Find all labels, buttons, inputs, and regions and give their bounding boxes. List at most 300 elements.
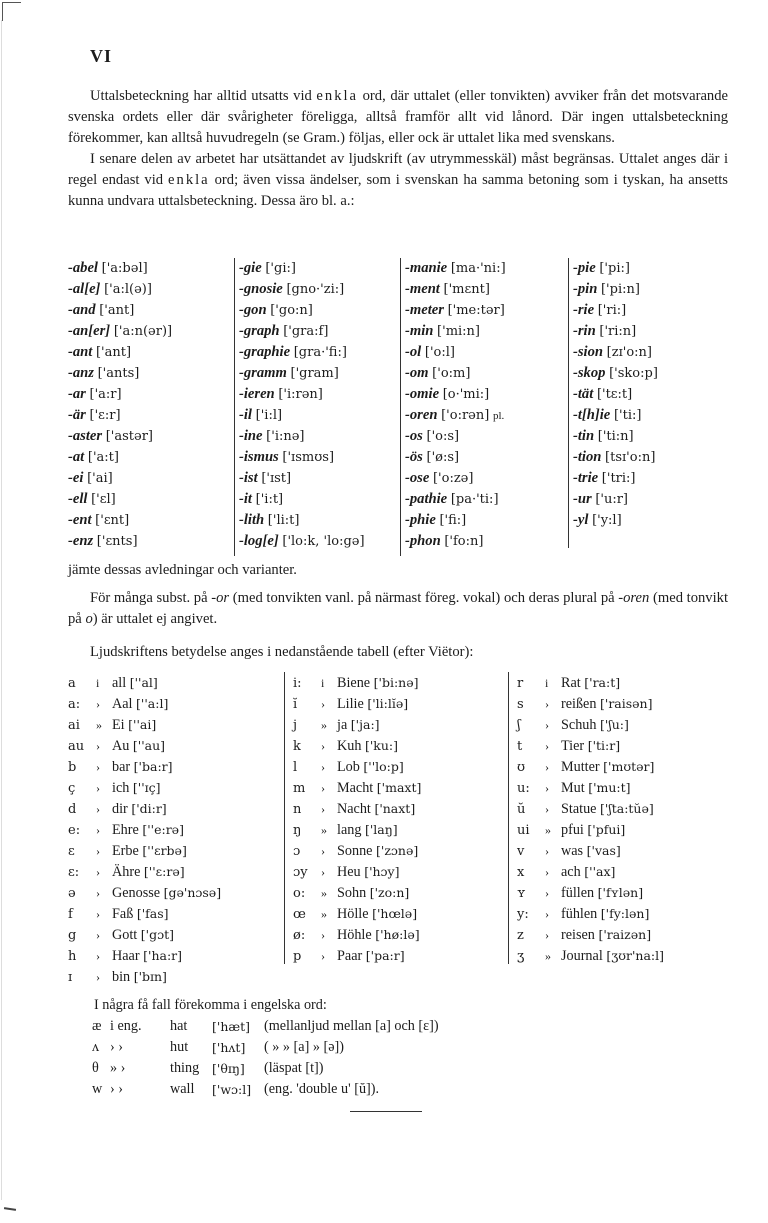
- english-ditto: » ›: [110, 1060, 126, 1076]
- ending-suffix: -min: [405, 323, 434, 339]
- sound-pronunciation: [''e:rə]: [142, 822, 184, 837]
- sound-example-word: fühlen: [561, 906, 598, 922]
- sound-symbol: a:: [68, 697, 81, 712]
- sound-symbol: ai: [68, 718, 80, 733]
- sound-ditto: ›: [96, 928, 100, 942]
- english-symbol: æ: [92, 1018, 102, 1034]
- sound-pronunciation: ['ba:r]: [133, 759, 173, 774]
- ending-pronunciation: [ma·'ni:]: [450, 261, 506, 276]
- sound-example-word: dir: [112, 801, 128, 817]
- ending-suffix: -om: [405, 365, 429, 381]
- ending-pronunciation: ['ɛnts]: [96, 534, 138, 549]
- english-pronunciation: ['hʌt]: [212, 1040, 246, 1055]
- sound-symbol: ʃ: [517, 718, 521, 733]
- sound-pronunciation: [''au]: [132, 738, 166, 753]
- english-row: [88, 1079, 708, 1100]
- ending-suffix: -manie: [405, 260, 448, 276]
- ending-item: [405, 531, 571, 552]
- ending-pronunciation: ['o:zə]: [432, 471, 474, 486]
- sound-row: [68, 882, 284, 903]
- sound-example-word: Genosse: [112, 885, 161, 901]
- sound-row: [68, 924, 284, 945]
- ending-item: [573, 489, 733, 510]
- sound-pronunciation: ['fas]: [136, 906, 169, 921]
- ending-pronunciation: ['ɛl]: [91, 492, 116, 507]
- sound-ditto: ›: [321, 739, 325, 753]
- ending-pronunciation: [gno·'zi:]: [286, 282, 345, 297]
- scan-corner-mark: [2, 2, 21, 21]
- sound-ditto: ›: [545, 739, 549, 753]
- ending-pronunciation: ['lo:k, 'lo:gə]: [282, 534, 365, 549]
- sound-row: [68, 966, 284, 987]
- sound-example-word: Rat: [561, 675, 581, 691]
- sound-symbol: ɪ: [68, 970, 73, 985]
- sound-row: [293, 924, 513, 945]
- sound-ditto: i: [96, 676, 100, 690]
- sound-row: [517, 777, 737, 798]
- ending-suffix: -abel: [68, 260, 98, 276]
- sound-symbol: b: [68, 760, 77, 775]
- ending-suffix: -är: [68, 407, 86, 423]
- ending-item: [239, 384, 403, 405]
- sound-pronunciation: ['ha:r]: [143, 948, 183, 963]
- sound-ditto: ›: [545, 802, 549, 816]
- sound-ditto: »: [321, 907, 327, 921]
- english-row: [88, 1037, 708, 1058]
- ending-suffix: -t[h]ie: [573, 407, 611, 423]
- sound-example-word: Ehre: [112, 822, 139, 838]
- ending-item: [68, 426, 226, 447]
- ending-item: [573, 384, 733, 405]
- ending-item: [68, 447, 226, 468]
- ending-suffix: -at: [68, 449, 85, 465]
- sound-example-word: reisen: [561, 927, 595, 943]
- sound-ditto: ›: [545, 886, 549, 900]
- sound-ditto: ›: [321, 781, 325, 795]
- ending-suffix: -graph: [239, 323, 280, 339]
- sound-row: [517, 672, 737, 693]
- ending-pronunciation: ['i:l]: [255, 408, 283, 423]
- sound-symbol: ɛ:: [68, 865, 80, 880]
- sound-symbol: œ: [293, 907, 306, 922]
- sound-ditto: »: [545, 823, 551, 837]
- sound-ditto: ›: [96, 697, 100, 711]
- sound-example-word: ach: [561, 864, 581, 880]
- sound-row: [517, 882, 737, 903]
- ending-suffix: -ose: [405, 470, 430, 486]
- ending-item: [239, 531, 403, 552]
- ending-suffix: -log[e]: [239, 533, 279, 549]
- sound-example-word: was: [561, 843, 584, 859]
- sound-example-word: Erbe: [112, 843, 139, 859]
- ending-item: [239, 258, 403, 279]
- sound-example-word: Mutter: [561, 759, 600, 775]
- sound-symbol: a: [68, 676, 76, 691]
- ending-pronunciation: ['li:t]: [267, 513, 300, 528]
- english-ditto: › ›: [110, 1039, 123, 1055]
- sound-pronunciation: [''ɛ:rə]: [143, 864, 185, 879]
- sound-example-word: Tier: [561, 738, 585, 754]
- closing-rule: [350, 1111, 422, 1112]
- sound-ditto: ›: [96, 907, 100, 921]
- ending-item: [573, 321, 733, 342]
- sound-pronunciation: ['raisən]: [600, 696, 653, 711]
- sound-symbol: u:: [517, 781, 530, 796]
- sound-example-word: reißen: [561, 696, 597, 712]
- sound-pronunciation: [''ɪç]: [132, 780, 161, 795]
- sound-example-word: Aal: [112, 696, 133, 712]
- ending-item: [405, 447, 571, 468]
- ending-suffix: -ur: [573, 491, 592, 507]
- ending-suffix: -pin: [573, 281, 598, 297]
- ending-suffix: -an[er]: [68, 323, 111, 339]
- ending-pronunciation: ['ɪst]: [261, 471, 292, 486]
- sound-column-3: [508, 672, 737, 964]
- ending-suffix: -tion: [573, 449, 602, 465]
- ending-pronunciation: ['ai]: [87, 471, 113, 486]
- ending-pronunciation: [o·'mi:]: [442, 387, 490, 402]
- ending-pronunciation: ['a:n(ər)]: [113, 324, 173, 339]
- sound-ditto: ›: [545, 907, 549, 921]
- sound-pronunciation: [gə'nɔsə]: [163, 885, 222, 900]
- sound-ditto: ›: [96, 760, 100, 774]
- sound-example-word: lang: [337, 822, 362, 838]
- ending-item: [68, 321, 226, 342]
- ending-item: [405, 384, 571, 405]
- sound-ditto: ›: [545, 865, 549, 879]
- sound-ditto: ›: [321, 760, 325, 774]
- scan-edge: [1, 20, 2, 1200]
- ending-pronunciation: ['gram]: [290, 366, 339, 381]
- sound-example-word: Journal: [561, 948, 603, 964]
- ending-item: [239, 279, 403, 300]
- english-row: [88, 1058, 708, 1079]
- sound-ditto: ›: [96, 823, 100, 837]
- sound-ditto: ›: [96, 949, 100, 963]
- ending-pronunciation: ['a:r]: [89, 387, 122, 402]
- ending-item: [68, 342, 226, 363]
- ending-item: [405, 342, 571, 363]
- sound-pronunciation: ['bi:nə]: [373, 675, 419, 690]
- sound-pronunciation: ['ra:t]: [584, 675, 621, 690]
- english-example-word: hat: [170, 1018, 188, 1034]
- ending-pronunciation: [tsɪ'o:n]: [605, 450, 656, 465]
- sound-example-word: Sohn: [337, 885, 367, 901]
- ending-suffix: -ismus: [239, 449, 279, 465]
- sound-pronunciation: ['maxt]: [376, 780, 422, 795]
- ending-item: [68, 510, 226, 531]
- sound-ditto: ›: [96, 739, 100, 753]
- sound-example-word: Ähre: [112, 864, 141, 880]
- english-example-word: hut: [170, 1039, 189, 1055]
- sound-ditto: ›: [321, 949, 325, 963]
- sound-symbol: v: [517, 844, 525, 859]
- sound-example-word: Statue: [561, 801, 597, 817]
- endings-column-4: [568, 258, 733, 548]
- english-example-word: wall: [170, 1081, 195, 1097]
- ending-suffix: -ine: [239, 428, 263, 444]
- ending-item: [405, 363, 571, 384]
- sound-row: [68, 714, 284, 735]
- sound-row: [517, 756, 737, 777]
- ending-pronunciation: ['fi:]: [439, 513, 467, 528]
- sound-symbol: k: [293, 739, 301, 754]
- sound-symbol: h: [68, 949, 77, 964]
- sound-pronunciation: ['hø:lə]: [375, 927, 420, 942]
- ending-suffix: -il: [239, 407, 252, 423]
- ending-suffix: -gon: [239, 302, 267, 318]
- sound-pronunciation: ['hœlə]: [372, 906, 418, 921]
- sound-symbol: e:: [68, 823, 81, 838]
- sound-row: [517, 819, 737, 840]
- ending-item: [405, 489, 571, 510]
- sound-symbol: m: [293, 781, 306, 796]
- sound-row: [293, 672, 513, 693]
- ending-item: [239, 342, 403, 363]
- sound-row: [517, 903, 737, 924]
- sound-pronunciation: ['zo:n]: [369, 885, 410, 900]
- ending-pronunciation: ['o:s]: [426, 429, 460, 444]
- sound-ditto: »: [96, 718, 102, 732]
- ending-pronunciation: ['fo:n]: [444, 534, 484, 549]
- sound-example-word: all: [112, 675, 127, 691]
- ending-suffix: -graphie: [239, 344, 291, 360]
- sound-column-2: [284, 672, 513, 964]
- english-explanation: ( » » [a] » [ə]): [264, 1039, 344, 1055]
- ending-suffix: -phon: [405, 533, 441, 549]
- ending-pronunciation: ['tri:]: [601, 471, 636, 486]
- sound-row: [68, 840, 284, 861]
- sound-symbol: g: [68, 928, 77, 943]
- sound-symbol: n: [293, 802, 302, 817]
- sound-ditto: »: [321, 718, 327, 732]
- sound-example-word: Höhle: [337, 927, 372, 943]
- ending-suffix: -al[e]: [68, 281, 101, 297]
- english-pronunciation: ['wɔ:l]: [212, 1082, 252, 1097]
- sound-pronunciation: [''lo:p]: [363, 759, 404, 774]
- ending-suffix: -ös: [405, 449, 423, 465]
- ending-suffix: -ell: [68, 491, 88, 507]
- ending-item: [239, 489, 403, 510]
- sound-ditto: »: [321, 886, 327, 900]
- ending-suffix: -tin: [573, 428, 595, 444]
- sound-ditto: »: [321, 823, 327, 837]
- ending-pronunciation: ['u:r]: [595, 492, 628, 507]
- sound-example-word: Heu: [337, 864, 361, 880]
- ending-suffix: -and: [68, 302, 96, 318]
- sound-table: [68, 672, 728, 992]
- sound-ditto: i: [321, 676, 325, 690]
- ending-item: [573, 279, 733, 300]
- sound-symbol: ʊ: [517, 760, 526, 775]
- ending-pronunciation: ['ant]: [99, 303, 135, 318]
- ending-pronunciation: ['mi:n]: [437, 324, 481, 339]
- ending-pronunciation: ['gra:f]: [283, 324, 329, 339]
- sound-row: [517, 945, 737, 966]
- sound-row: [517, 693, 737, 714]
- ending-suffix: -gramm: [239, 365, 287, 381]
- sound-pronunciation: ['pfui]: [587, 822, 626, 837]
- ending-pronunciation: ['ɪsmʊs]: [282, 450, 335, 465]
- ending-pronunciation: ['ø:s]: [426, 450, 460, 465]
- ending-suffix: -rie: [573, 302, 595, 318]
- ending-suffix: -rin: [573, 323, 596, 339]
- sound-ditto: ›: [96, 844, 100, 858]
- sound-row: [293, 735, 513, 756]
- intro-paragraph-1: Uttalsbeteckning har alltid utsatts vid enkla ord, där uttalet (eller tonvikten) avviker från det motsvarande svenska ordets eller där svårigheter föreligga, alltså framför allt vid lånord. Där ingen uttalsbeteckning förekommer, kan alltså huvudregeln (se Gram.) följas, eller ock är uttalet lika med svenskans.: [68, 88, 728, 146]
- english-symbol: w: [92, 1081, 103, 1097]
- english-example-word: thing: [170, 1060, 200, 1076]
- sound-pronunciation: ['raizən]: [598, 927, 652, 942]
- sound-example-word: ich: [112, 780, 130, 796]
- ending-suffix: -meter: [405, 302, 444, 318]
- sound-example-word: Lob: [337, 759, 360, 775]
- sound-pronunciation: ['vas]: [586, 843, 621, 858]
- ending-pronunciation: ['o:m]: [432, 366, 471, 381]
- sound-pronunciation: ['ku:]: [364, 738, 399, 753]
- sound-row: [293, 903, 513, 924]
- endings-column-1: [68, 258, 226, 552]
- ending-suffix: -omie: [405, 386, 440, 402]
- sound-pronunciation: [''ax]: [584, 864, 616, 879]
- sound-example-word: Au: [112, 738, 130, 754]
- ending-item: [573, 468, 733, 489]
- sound-ditto: ›: [321, 928, 325, 942]
- ending-pronunciation: ['i:rən]: [278, 387, 323, 402]
- ending-item: [239, 468, 403, 489]
- sound-example-word: Lilie: [337, 696, 364, 712]
- ending-item: [68, 468, 226, 489]
- ending-pronunciation: ['ants]: [97, 366, 140, 381]
- sound-row: [68, 777, 284, 798]
- ending-pronunciation: ['a:l(ə)]: [104, 282, 152, 297]
- sound-symbol: s: [517, 697, 524, 712]
- sound-symbol: o:: [293, 886, 306, 901]
- sound-row: [517, 924, 737, 945]
- english-explanation: (eng. 'double u' [ŭ]).: [264, 1081, 380, 1097]
- sound-symbol: ʒ: [517, 949, 525, 964]
- ending-suffix: -yl: [573, 512, 589, 528]
- sound-pronunciation: [''ai]: [128, 717, 157, 732]
- sound-symbol: ø:: [293, 928, 306, 943]
- sound-symbol: i:: [293, 676, 302, 691]
- ending-item: [68, 531, 226, 552]
- ending-pronunciation: ['a:t]: [87, 450, 119, 465]
- ending-item: [239, 405, 403, 426]
- sound-symbol: ʏ: [517, 886, 526, 901]
- ending-item: [405, 468, 571, 489]
- sound-symbol: ɔy: [293, 865, 308, 880]
- sound-row: [293, 840, 513, 861]
- sound-example-word: Faß: [112, 906, 134, 922]
- ending-suffix: -ent: [68, 512, 92, 528]
- sound-pronunciation: [''a:l]: [136, 696, 169, 711]
- sound-symbol: f: [68, 907, 73, 922]
- english-pronunciation: ['hæt]: [212, 1019, 251, 1034]
- ending-item: [239, 426, 403, 447]
- ending-suffix: -pie: [573, 260, 596, 276]
- ending-suffix: -gie: [239, 260, 262, 276]
- ending-item: [573, 510, 733, 531]
- sound-row: [68, 903, 284, 924]
- sound-row: [293, 693, 513, 714]
- sound-example-word: Biene: [337, 675, 371, 691]
- ending-pronunciation: ['me:tər]: [447, 303, 505, 318]
- sound-row: [293, 882, 513, 903]
- ending-note: pl.: [492, 410, 505, 422]
- ending-suffix: -enz: [68, 533, 94, 549]
- sound-ditto: ›: [96, 802, 100, 816]
- ending-suffix: -oren: [405, 407, 438, 423]
- ending-pronunciation: ['y:l]: [592, 513, 622, 528]
- ending-pronunciation: ['i:nə]: [266, 429, 305, 444]
- ending-pronunciation: ['i:t]: [255, 492, 284, 507]
- sound-example-word: füllen: [561, 885, 595, 901]
- sound-pronunciation: ['gɔt]: [140, 927, 174, 942]
- ending-item: [68, 384, 226, 405]
- sound-symbol: y:: [517, 907, 529, 922]
- sound-row: [293, 756, 513, 777]
- sound-example-word: Schuh: [561, 717, 597, 733]
- sound-ditto: ›: [96, 781, 100, 795]
- sound-symbol: ç: [68, 781, 76, 796]
- ending-pronunciation: ['a:bəl]: [101, 261, 148, 276]
- ending-item: [573, 426, 733, 447]
- english-sounds: [88, 994, 708, 1100]
- sound-row: [293, 819, 513, 840]
- english-ditto: › ›: [110, 1081, 123, 1097]
- sound-ditto: ›: [321, 865, 325, 879]
- endings-table: [68, 258, 728, 556]
- endings-column-2: [234, 258, 403, 556]
- sound-row: [293, 861, 513, 882]
- ending-pronunciation: [pa·'ti:]: [450, 492, 499, 507]
- sound-symbol: ŋ: [293, 823, 302, 838]
- ending-item: [68, 258, 226, 279]
- sound-row: [293, 714, 513, 735]
- ending-item: [239, 321, 403, 342]
- sound-ditto: ›: [96, 865, 100, 879]
- ending-suffix: -ant: [68, 344, 93, 360]
- sound-example-word: ja: [337, 717, 348, 733]
- ending-pronunciation: ['ɛ:r]: [89, 408, 121, 423]
- english-heading: I några få fall förekomma i engelska ord:: [94, 997, 327, 1013]
- sound-ditto: i: [545, 676, 549, 690]
- ending-pronunciation: ['ti:]: [613, 408, 642, 423]
- english-symbol: ʌ: [92, 1039, 100, 1055]
- sound-ditto: ›: [96, 886, 100, 900]
- ending-item: [405, 300, 571, 321]
- sound-row: [293, 798, 513, 819]
- sound-ditto: ›: [545, 718, 549, 732]
- sound-symbol: j: [293, 718, 298, 733]
- ending-suffix: -ol: [405, 344, 422, 360]
- sound-ditto: ›: [321, 844, 325, 858]
- ending-suffix: -it: [239, 491, 252, 507]
- sound-row: [68, 756, 284, 777]
- ending-pronunciation: ['pi:]: [599, 261, 630, 276]
- intro-text: [68, 86, 728, 212]
- sound-pronunciation: ['mʊtər]: [603, 759, 655, 774]
- ending-pronunciation: ['pi:n]: [600, 282, 640, 297]
- sound-example-word: bin: [112, 969, 131, 985]
- sound-row: [517, 714, 737, 735]
- ending-item: [239, 363, 403, 384]
- ending-item: [405, 405, 571, 426]
- sound-pronunciation: ['di:r]: [131, 801, 167, 816]
- sound-symbol: t: [517, 739, 523, 754]
- ending-pronunciation: ['sko:p]: [609, 366, 658, 381]
